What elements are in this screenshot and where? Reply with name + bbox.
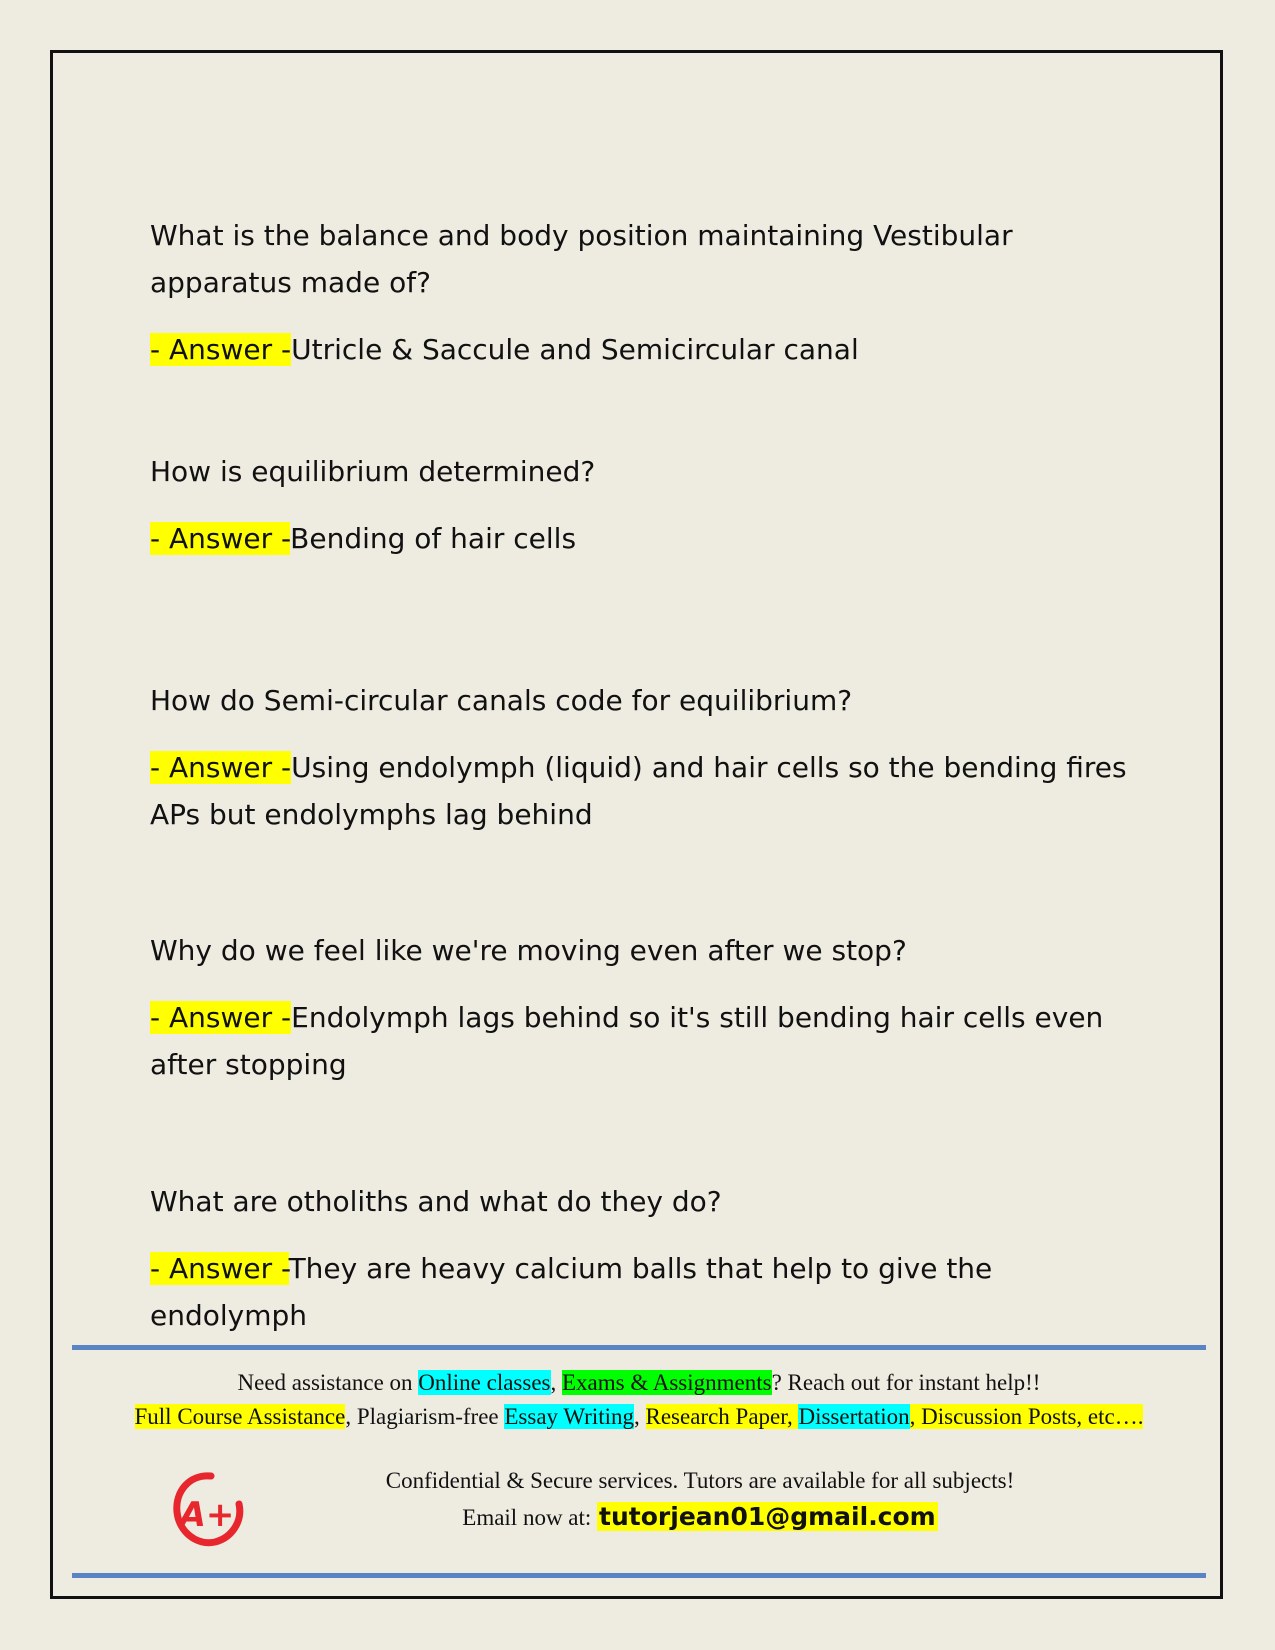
answer-3 (150, 744, 1150, 838)
footer-text: , (550, 1370, 562, 1395)
essay-writing-highlight: Essay Writing (504, 1404, 634, 1429)
answer-text-4: Endolymph lags behind so it's still bending hair cells even after stopping (150, 1001, 1104, 1081)
answer-label-5: - Answer - (150, 1252, 289, 1285)
answer-label-3: - Answer - (150, 751, 292, 784)
question-3: How do Semi-circular canals code for equilibrium? (150, 684, 853, 717)
answer-text-2: Bending of hair cells (290, 522, 577, 555)
answer-label-2: - Answer - (150, 522, 291, 555)
answer-label-1: - Answer - (150, 333, 292, 366)
answer-4 (150, 994, 1150, 1088)
footer-text: , Plagiarism-free (345, 1404, 505, 1429)
qa-item-3 (150, 677, 1150, 838)
question-4: Why do we feel like we're moving even after we stop? (150, 934, 907, 967)
exams-assignments-highlight: Exams & Assignments (562, 1370, 772, 1395)
email-label: Email now at: (462, 1505, 598, 1530)
qa-item-1 (150, 212, 1150, 373)
question-2: How is equilibrium determined? (150, 455, 596, 488)
footer-line-1 (72, 1368, 1206, 1398)
qa-item-5 (150, 1178, 1150, 1339)
footer-text: Need assistance on (237, 1370, 419, 1395)
answer-2 (150, 515, 1150, 562)
footer-text: , (634, 1404, 646, 1429)
full-course-highlight: Full Course Assistance (134, 1404, 346, 1429)
footer-top-rule (72, 1345, 1206, 1350)
question-5: What are otholiths and what do they do? (150, 1185, 722, 1218)
answer-text-3: Using endolymph (liquid) and hair cells so the bending fires APs but endolymphs lag behind (150, 751, 1127, 831)
footer-line-2 (72, 1402, 1206, 1432)
qa-item-2 (150, 448, 1150, 562)
discussion-posts-highlight: Discussion Posts, etc…. (921, 1404, 1144, 1429)
answer-5 (150, 1245, 1150, 1339)
qa-item-4 (150, 927, 1150, 1088)
footer-text: , (909, 1404, 922, 1429)
question-1: What is the balance and body position maintaining Vestibular apparatus made of? (150, 219, 1013, 299)
answer-1 (150, 326, 1150, 373)
footer-text: ? Reach out for instant help!! (771, 1370, 1041, 1395)
dissertation-highlight: Dissertation (798, 1404, 910, 1429)
email-line (300, 1502, 1100, 1531)
a-plus-logo-icon (171, 1470, 247, 1550)
answer-text-1: Utricle & Saccule and Semicircular canal (291, 333, 859, 366)
footer-line-3: Confidential & Secure services. Tutors are available for all subjects! (385, 1468, 1015, 1493)
svg-text:A+: A+ (179, 1495, 235, 1535)
answer-text-5: They are heavy calcium balls that help to give the endolymph (150, 1252, 993, 1332)
online-classes-highlight: Online classes (418, 1370, 551, 1395)
research-paper-highlight: Research Paper, (645, 1404, 799, 1429)
answer-label-4: - Answer - (150, 1001, 292, 1034)
email-link[interactable]: tutorjean01@gmail.com (599, 1502, 936, 1531)
footer-bottom-rule (72, 1573, 1206, 1578)
